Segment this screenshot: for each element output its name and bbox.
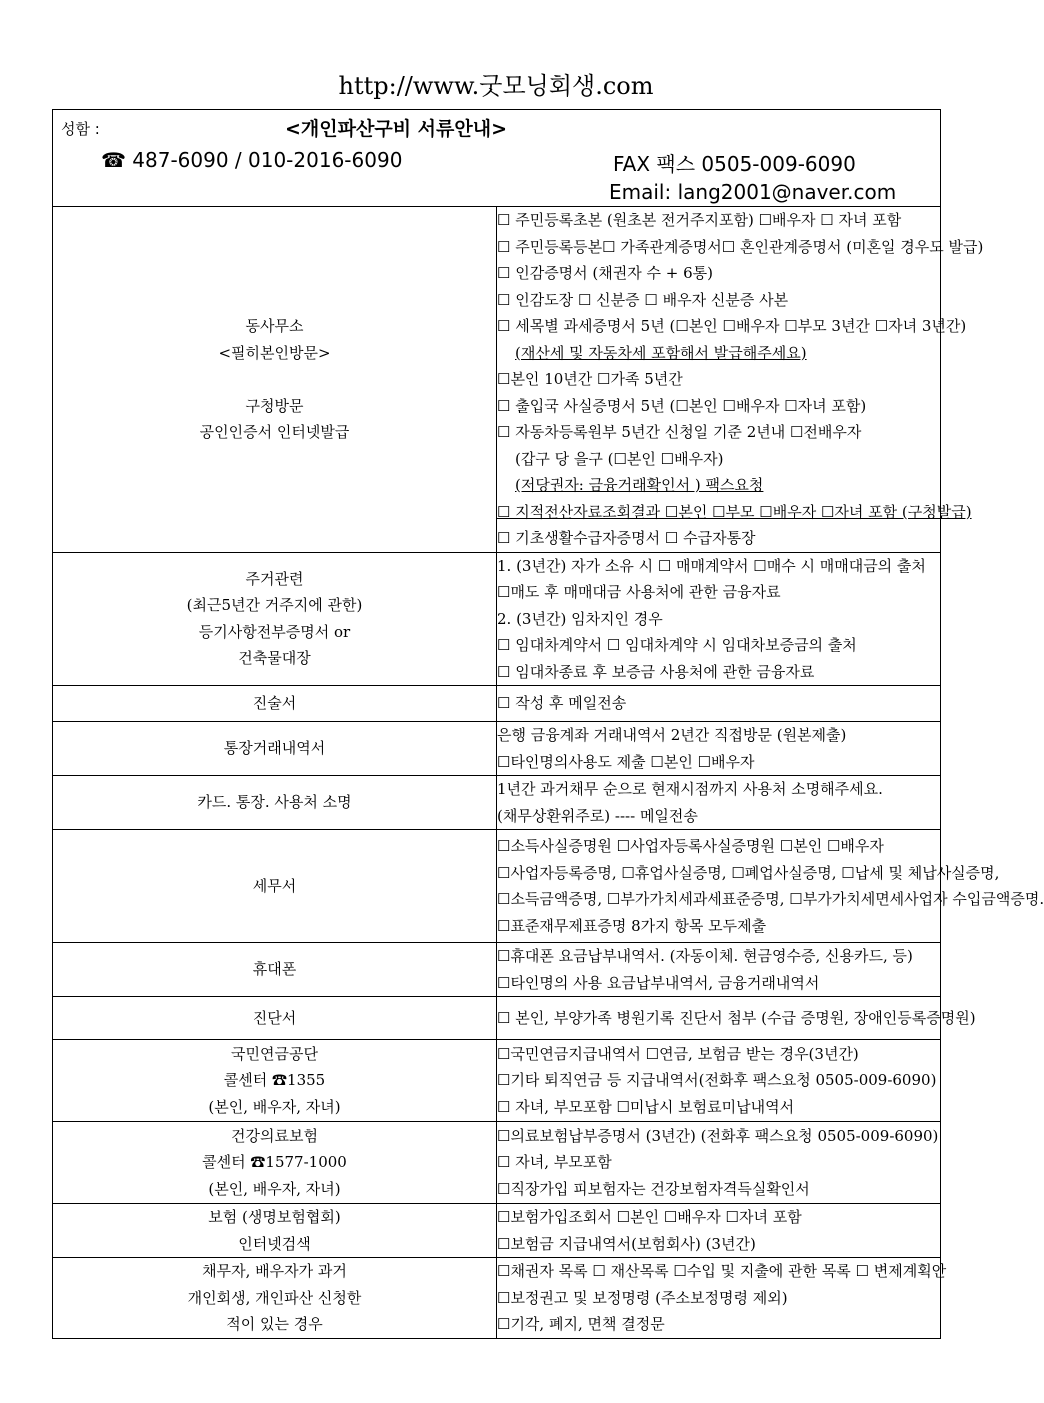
list-item: ☐매도 후 매매대금 사용처에 관한 금융자료 <box>497 583 781 601</box>
label-line: 카드. 통장. 사용처 소명 <box>197 793 352 812</box>
list-item: ☐ 임대차계약서 ☐ 임대차계약 시 임대차보증금의 출처 <box>497 636 857 654</box>
label-line: 세무서 <box>252 876 297 895</box>
list-item: ☐국민연금지급내역서 ☐연금, 보험금 받는 경우(3년간) <box>497 1044 859 1063</box>
label-line: 콜센터 ☎1577-1000 <box>202 1153 347 1172</box>
label-line: 채무자, 배우자가 과거 <box>202 1262 347 1280</box>
label-line: 동사무소 <box>245 317 304 335</box>
row-content <box>497 1204 941 1258</box>
list-item: ☐보정권고 및 보정명령 (주소보정명령 제외) <box>497 1288 788 1307</box>
row-content <box>497 722 941 776</box>
row-content <box>497 997 976 1040</box>
list-item: ☐보험가입조회서 ☐본인 ☐배우자 ☐자녀 포함 <box>497 1208 802 1226</box>
label-line: 보험 (생명보험협회) <box>208 1208 341 1226</box>
list-item: ☐ 인감증명서 (채권자 수 + 6통) <box>497 264 714 282</box>
row-label <box>53 552 497 686</box>
row-label <box>53 1258 497 1339</box>
list-item: 1. (3년간) 자가 소유 시 ☐ 매매계약서 ☐매수 시 매매대금의 출처 <box>497 556 926 575</box>
label-line: 진단서 <box>252 1008 297 1027</box>
list-item: (재산세 및 자동차세 포함해서 발급해주세요) <box>515 343 807 362</box>
label-line: 건축물대장 <box>238 649 311 668</box>
list-item: (저당권자: 금융거래확인서 ) 팩스요청 <box>515 476 764 494</box>
list-item: ☐ 작성 후 메일전송 <box>497 694 627 713</box>
name-label: 성함 : <box>61 120 100 138</box>
table-row <box>53 830 941 943</box>
list-item: ☐사업자등록증명, ☐휴업사실증명, ☐폐업사실증명, ☐납세 및 체납사실증명, <box>497 863 1000 882</box>
label-line: 통장거래내역서 <box>223 739 326 758</box>
row-label <box>53 722 497 776</box>
table-row <box>53 1258 941 1339</box>
list-item: ☐본인 10년간 ☐가족 5년간 <box>497 370 683 388</box>
row-content <box>497 686 941 722</box>
list-item: ☐ 자동차등록원부 5년간 신청일 기준 2년내 ☐전배우자 <box>497 423 862 441</box>
list-item: ☐ 기초생활수급자증명서 ☐ 수급자통장 <box>497 529 756 547</box>
row-label <box>53 997 497 1040</box>
table-row <box>53 686 941 722</box>
label-line: 등기사항전부증명서 or <box>198 622 351 641</box>
row-content <box>497 207 984 553</box>
list-item: ☐타인명의 사용 요금납부내역서, 금융거래내역서 <box>497 973 820 992</box>
label-line: 휴대폰 <box>252 960 297 979</box>
list-item: ☐의료보험납부증명서 (3년간) (전화후 팩스요청 0505-009-6090) <box>497 1126 939 1145</box>
table-row <box>53 722 941 776</box>
list-item: ☐ 자녀, 부모포함 ☐미납시 보험료미납내역서 <box>497 1097 795 1116</box>
table-row <box>53 207 941 553</box>
label-line: <필히본인방문> <box>218 343 331 362</box>
list-item: 2. (3년간) 임차지인 경우 <box>497 609 663 628</box>
label-line: (본인, 배우자, 자녀) <box>208 1097 341 1116</box>
table-row <box>53 776 941 830</box>
list-item: ☐휴대폰 요금납부내역서. (자동이체. 현금영수증, 신용카드, 등) <box>497 947 913 965</box>
list-item: ☐ 본인, 부양가족 병원기록 진단서 첨부 (수급 증명원, 장애인등록증명원) <box>497 1008 976 1027</box>
row-label <box>53 207 497 553</box>
table-row <box>53 1040 941 1122</box>
list-item: 은행 금융계좌 거래내역서 2년간 직접방문 (원본제출) <box>497 726 847 744</box>
row-label <box>53 1204 497 1258</box>
label-line: 진술서 <box>252 694 297 713</box>
list-item: ☐기각, 폐지, 면책 결정문 <box>497 1315 665 1333</box>
list-item: ☐기타 퇴직연금 등 지급내역서(전화후 팩스요청 0505-009-6090) <box>497 1071 937 1090</box>
label-line: 개인회생, 개인파산 신청한 <box>187 1288 362 1307</box>
list-item: ☐ 인감도장 ☐ 신분증 ☐ 배우자 신분증 사본 <box>497 290 789 309</box>
row-content <box>497 776 941 830</box>
row-label <box>53 776 497 830</box>
list-item: (갑구 당 을구 (☐본인 ☐배우자) <box>515 449 724 468</box>
row-label <box>53 1040 497 1122</box>
label-line: 인터넷검색 <box>238 1234 311 1253</box>
table-row <box>53 1204 941 1258</box>
row-content <box>497 943 941 997</box>
list-item: ☐ 세목별 과세증명서 5년 (☐본인 ☐배우자 ☐부모 3년간 ☐자녀 3년간) <box>497 317 967 335</box>
table-row <box>53 1122 941 1204</box>
table-row <box>53 997 941 1040</box>
table-row <box>53 552 941 686</box>
list-item: ☐ 임대차종료 후 보증금 사용처에 관한 금융자료 <box>497 662 815 681</box>
row-content <box>497 1122 941 1204</box>
row-label <box>53 686 497 722</box>
label-line: 콜센터 ☎1355 <box>223 1071 326 1090</box>
list-item: ☐ 출입국 사실증명서 5년 (☐본인 ☐배우자 ☐자녀 포함) <box>497 396 867 415</box>
list-item: ☐소득금액증명, ☐부가가치세과세표준증명, ☐부가가치세면세사업자 수입금액증명. <box>497 890 1044 908</box>
list-item: ☐ 주민등록초본 (원초본 전거주지포함) ☐배우자 ☐ 자녀 포함 <box>497 211 902 229</box>
row-label <box>53 1122 497 1204</box>
page-title: <개인파산구비 서류안내> <box>285 118 507 140</box>
list-item: 1년간 과거채무 순으로 현재시점까지 사용처 소명해주세요. <box>497 780 883 798</box>
phone-number: ☎ 487-6090 / 010-2016-6090 <box>101 148 403 172</box>
row-content <box>497 1258 947 1339</box>
label-line: (최근5년간 거주지에 관한) <box>186 596 363 615</box>
header-row <box>53 110 941 207</box>
list-item: ☐소득사실증명원 ☐사업자등록사실증명원 ☐본인 ☐배우자 <box>497 837 884 855</box>
list-item: ☐직장가입 피보험자는 건강보험자격득실확인서 <box>497 1179 810 1198</box>
list-item: ☐보험금 지급내역서(보험회사) (3년간) <box>497 1234 756 1253</box>
row-label <box>53 943 497 997</box>
row-content <box>497 552 941 686</box>
label-line: 국민연금공단 <box>231 1044 318 1063</box>
label-line: 주거관련 <box>245 569 304 588</box>
fax-number: FAX 팩스 0505-009-6090 <box>613 152 856 176</box>
label-line <box>53 366 496 393</box>
list-item: ☐ 자녀, 부모포함 <box>497 1153 612 1172</box>
label-line: 적이 있는 경우 <box>226 1315 323 1333</box>
row-content <box>497 1040 941 1122</box>
label-line: (본인, 배우자, 자녀) <box>208 1179 341 1198</box>
label-line: 구청방문 <box>245 396 304 415</box>
list-item: ☐타인명의사용도 제출 ☐본인 ☐배우자 <box>497 752 755 771</box>
list-item: ☐채권자 목록 ☐ 재산목록 ☐수입 및 지출에 관한 목록 ☐ 변제계획안 <box>497 1262 947 1280</box>
list-item: ☐표준재무제표증명 8가지 항목 모두제출 <box>497 916 767 935</box>
table-row <box>53 943 941 997</box>
list-item: (채무상환위주로) ---- 메일전송 <box>497 806 698 825</box>
list-item: ☐ 주민등록등본☐ 가족관계증명서☐ 혼인관계증명서 (미혼일 경우도 발급) <box>497 237 984 256</box>
label-line: 건강의료보험 <box>231 1126 318 1145</box>
site-url: http://www.굿모닝회생.com <box>338 72 654 100</box>
header-cell <box>53 110 941 207</box>
list-item: ☐ 지적전산자료조회결과 ☐본인 ☐부모 ☐배우자 ☐자녀 포함 (구청발급) <box>497 502 972 521</box>
document-table <box>52 109 1044 1339</box>
label-line: 공인인증서 인터넷발급 <box>199 423 350 441</box>
email-address: Email: lang2001@naver.com <box>609 180 897 204</box>
row-content <box>497 830 1044 943</box>
row-label <box>53 830 497 943</box>
